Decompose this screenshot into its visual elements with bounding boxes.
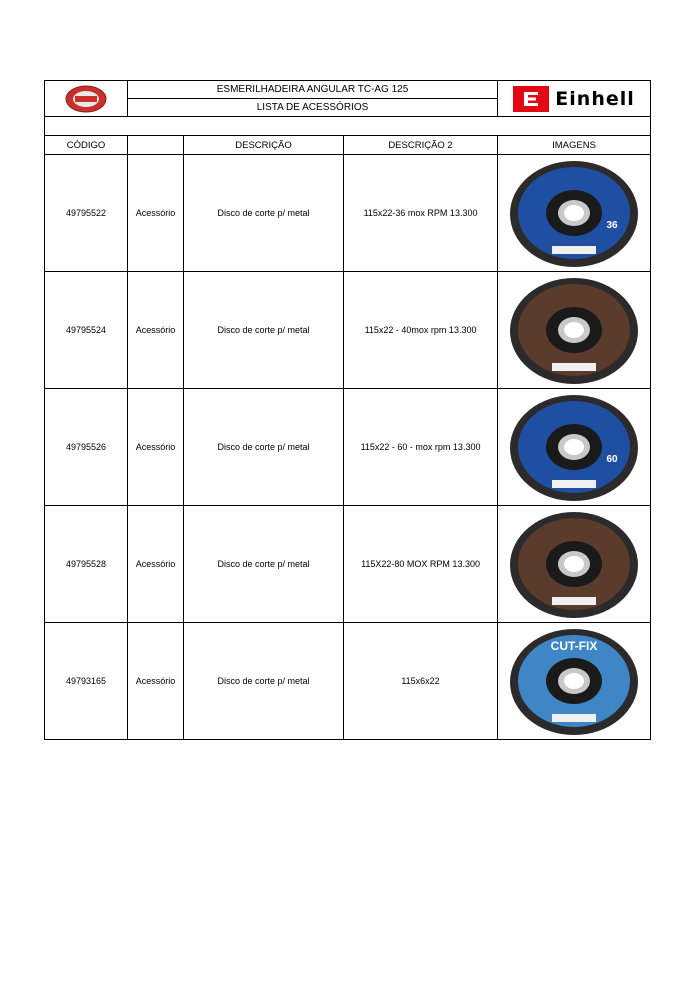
disc-label: CUT-FIX bbox=[550, 639, 598, 653]
product-description: Disco de corte p/ metal bbox=[184, 506, 344, 623]
product-code: 49795526 bbox=[45, 389, 128, 506]
product-description-2: 115X22-80 MOX RPM 13.300 bbox=[344, 506, 498, 623]
document-subtitle: LISTA DE ACESSÓRIOS bbox=[128, 99, 498, 117]
product-image-cell bbox=[498, 155, 651, 272]
product-type: Acessório bbox=[128, 155, 184, 272]
table-row bbox=[45, 623, 651, 740]
product-code: 49795524 bbox=[45, 272, 128, 389]
table-body bbox=[45, 155, 651, 740]
column-header-description-2: DESCRIÇÃO 2 bbox=[344, 136, 498, 155]
product-code: 49795522 bbox=[45, 155, 128, 272]
einhell-e-mark-icon bbox=[513, 86, 549, 112]
column-header-code: CÓDIGO bbox=[45, 136, 128, 155]
product-type: Acessório bbox=[128, 623, 184, 740]
accessory-sheet bbox=[44, 80, 650, 740]
product-description-2: 115x22 - 60 - mox rpm 13.300 bbox=[344, 389, 498, 506]
product-description-2: 115x22 - 40mox rpm 13.300 bbox=[344, 272, 498, 389]
product-type: Acessório bbox=[128, 272, 184, 389]
product-image-cell bbox=[498, 506, 651, 623]
document-title: ESMERILHADEIRA ANGULAR TC-AG 125 bbox=[128, 81, 498, 99]
product-description: Disco de corte p/ metal bbox=[184, 272, 344, 389]
table-row bbox=[45, 389, 651, 506]
column-header-type bbox=[128, 136, 184, 155]
product-image-cell bbox=[498, 623, 651, 740]
left-logo-cell bbox=[45, 81, 128, 117]
table-row bbox=[45, 272, 651, 389]
flap-disc-image bbox=[508, 158, 640, 268]
product-type: Acessório bbox=[128, 506, 184, 623]
product-code: 49793165 bbox=[45, 623, 128, 740]
flap-disc-image bbox=[508, 392, 640, 502]
flap-disc-image bbox=[508, 626, 640, 736]
einhell-round-logo bbox=[46, 84, 126, 114]
accessory-table bbox=[44, 80, 651, 740]
brand-logo-cell bbox=[498, 81, 651, 117]
column-header-images: IMAGENS bbox=[498, 136, 651, 155]
spacer-row bbox=[45, 117, 651, 136]
disc-label: 60 bbox=[606, 454, 618, 465]
product-image-cell bbox=[498, 389, 651, 506]
table-row bbox=[45, 506, 651, 623]
product-description: Disco de corte p/ metal bbox=[184, 623, 344, 740]
product-description-2: 115x6x22 bbox=[344, 623, 498, 740]
product-image-cell bbox=[498, 272, 651, 389]
column-header-description: DESCRIÇÃO bbox=[184, 136, 344, 155]
flap-disc-image bbox=[508, 509, 640, 619]
product-code: 49795528 bbox=[45, 506, 128, 623]
flap-disc-image bbox=[508, 275, 640, 385]
product-description-2: 115x22-36 mox RPM 13.300 bbox=[344, 155, 498, 272]
table-row bbox=[45, 155, 651, 272]
product-type: Acessório bbox=[128, 389, 184, 506]
product-description: Disco de corte p/ metal bbox=[184, 155, 344, 272]
product-description: Disco de corte p/ metal bbox=[184, 389, 344, 506]
brand-name: Einhell bbox=[555, 87, 635, 110]
einhell-logo bbox=[498, 86, 650, 112]
disc-label: 36 bbox=[606, 220, 618, 231]
